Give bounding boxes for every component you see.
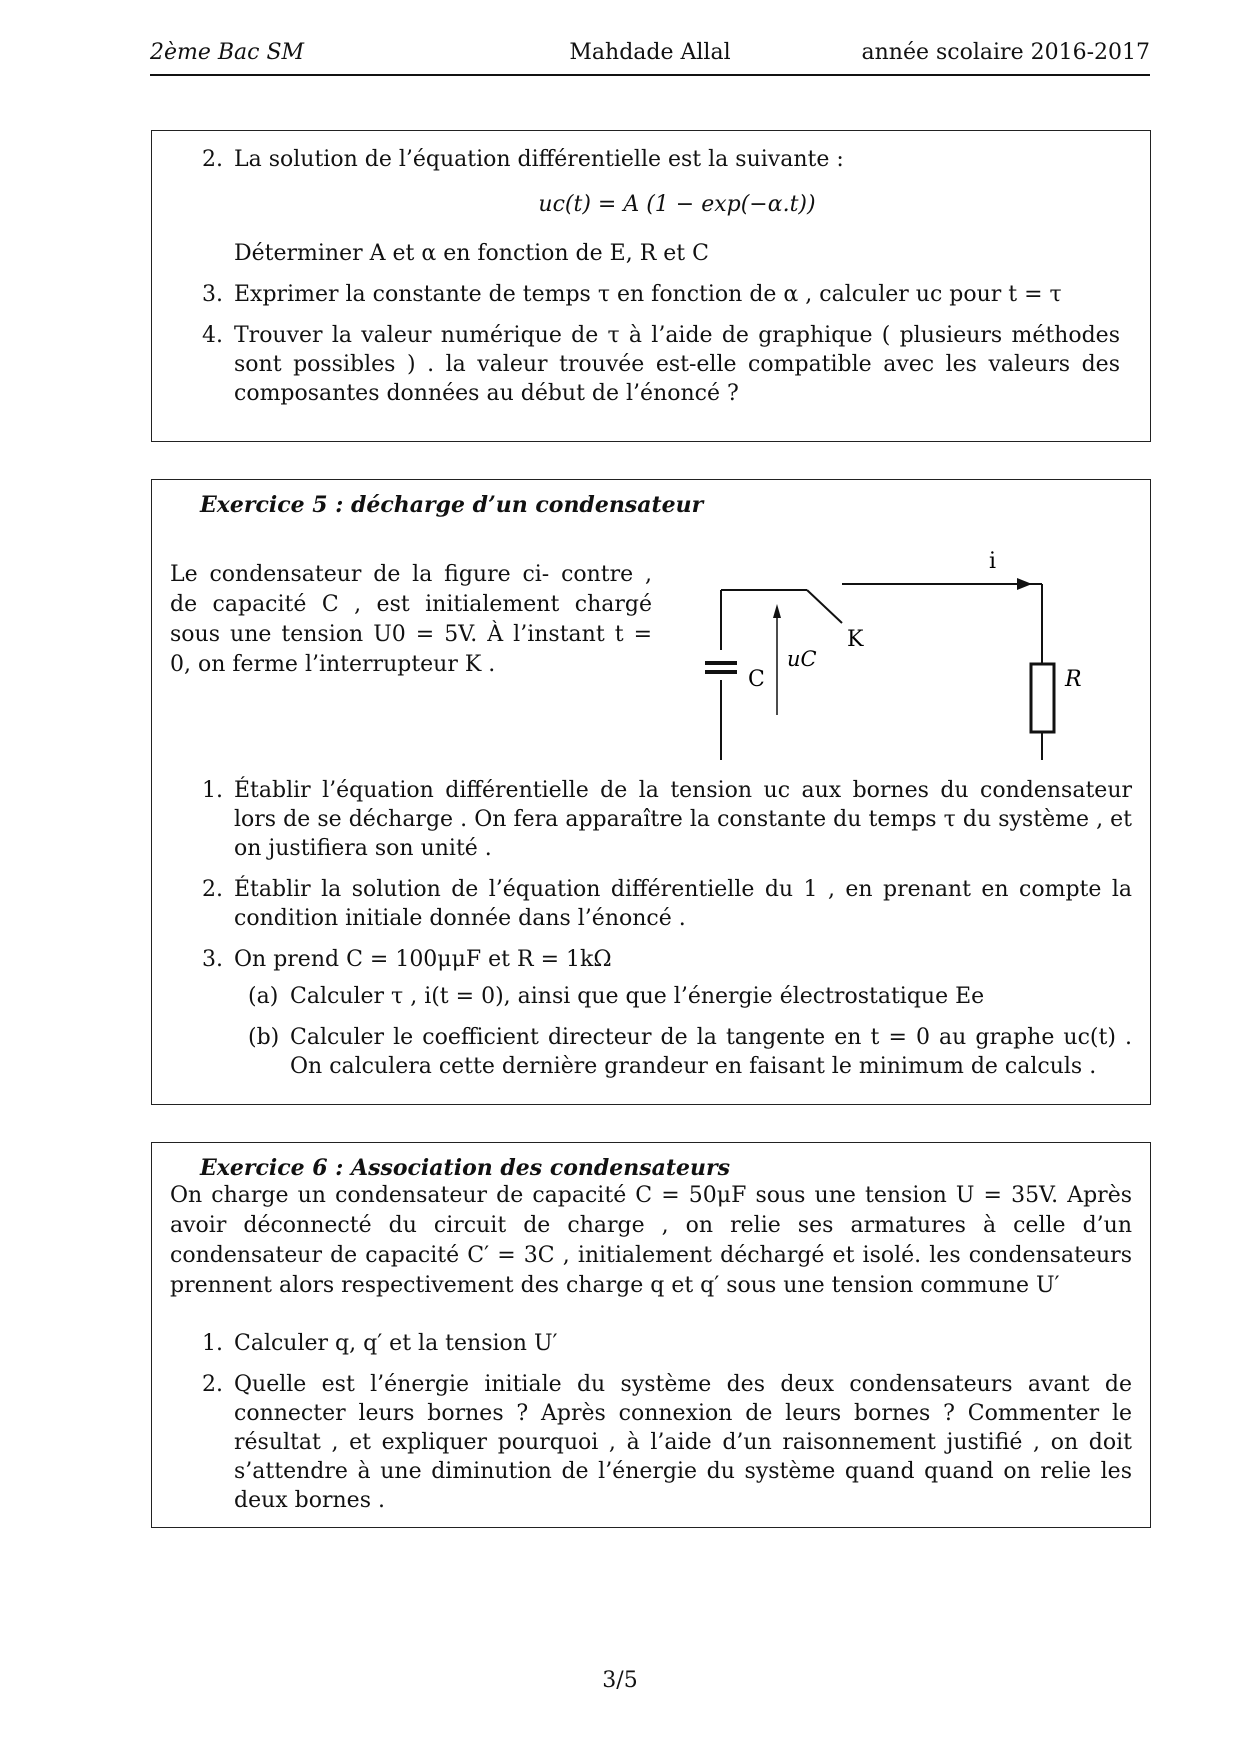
page-number: 3/5: [602, 1668, 638, 1693]
circuit-diagram: [692, 520, 1142, 760]
ex5-question-3: [230, 945, 1132, 1081]
equation: uc(t) = A (1 − exp(−α.t)): [538, 192, 816, 217]
current-arrow-icon: [1017, 578, 1032, 590]
voltage-arrow-head-icon: [773, 604, 781, 618]
exercise-5-intro: Le condensateur de la figure ci- contre , de capacité C , est initialement chargé sous une tension U0 = 5V. À l’instant t = 0, on ferme l’interrupteur K .: [170, 562, 652, 677]
exercise-6-box: [151, 1142, 1151, 1528]
ex5-question-3a: [248, 982, 1132, 1011]
header-class: 2ème Bac SM: [150, 40, 305, 65]
ex5-question-2: 2. Établir la solution de l’équation différentielle du 1 , en prenant en compte la condition initiale donnée dans l’énoncé .: [230, 875, 1132, 933]
exercise-5-title: Exercice 5 : décharge d’un condensateur: [200, 492, 704, 518]
exercise-5-box: [151, 479, 1151, 1105]
current-label: i: [989, 549, 997, 574]
ex5-q3a-marker: (a): [248, 984, 279, 1009]
switch-k: [807, 590, 842, 623]
switch-label: K: [847, 627, 864, 652]
header-year: année scolaire 2016-2017: [861, 40, 1150, 65]
question-4: 4. Trouver la valeur numérique de τ à l’aide de graphique ( plusieurs méthodes sont possibles ) . la valeur trouvée est-elle compatible avec les valeurs des composantes données au début de l’énoncé ?: [230, 321, 1120, 408]
question-list: [152, 145, 1120, 408]
resistor: [1031, 664, 1054, 732]
resistor-label: R: [1065, 667, 1082, 692]
exercise-5-questions: [170, 776, 1132, 1081]
exercise-6-intro: On charge un condensateur de capacité C = 50μF sous une tension U = 35V. Après avoir déconnecté du circuit de charge , on relie ses armatures à celle d’un condensateur de capacité C′ = 3C , initialement déchargé et isolé. les condensateurs prennent alors respectivement des charge q et q′ sous une tension commune U′: [170, 1183, 1132, 1298]
ex6-question-1: 1. Calculer q, q′ et la tension U′: [230, 1329, 1132, 1358]
ex5-subquestions: [234, 982, 1132, 1081]
ex5-question-3b: [248, 1023, 1132, 1081]
header-author: Mahdade Allal: [569, 40, 731, 65]
ex5-q3b-marker: (b): [248, 1025, 280, 1050]
ex5-q3b-text: Calculer le coefficient directeur de la tangente en t = 0 au graphe uc(t) . On calculera cette dernière grandeur en faisant le minimum de calculs .: [290, 1025, 1132, 1079]
question-3: 3. Exprimer la constante de temps τ en fonction de α , calculer uc pour t = τ: [230, 280, 1120, 309]
ex5-question-3-text: On prend C = 100μμF et R = 1kΩ: [234, 947, 612, 972]
ex5-question-1: 1. Établir l’équation différentielle de la tension uc aux bornes du condensateur lors de se décharge . On fera apparaître la constante du temps τ du système , et on justifiera son unité .: [230, 776, 1132, 863]
ex5-q3a-text: Calculer τ , i(t = 0), ainsi que que l’énergie électrostatique Ee: [290, 984, 985, 1009]
question-2-followup: Déterminer A et α en fonction de E, R et C: [234, 241, 709, 266]
exercise-6-title: Exercice 6 : Association des condensateurs: [200, 1155, 731, 1181]
ex6-question-2: 2. Quelle est l’énergie initiale du système des deux condensateurs avant de connecter leurs bornes ? Après connexion de leurs bornes ? Commenter le résultat , et expliquer pourquoi , à l’aide d’un raisonnement justifié , on doit s’attendre à une diminution de l’énergie du système quand quand on relie les deux bornes .: [230, 1370, 1132, 1515]
capacitor-label: C: [748, 667, 765, 692]
question-2-text: La solution de l’équation différentielle est la suivante :: [234, 147, 844, 172]
voltage-label: uC: [787, 647, 817, 671]
page-header: [150, 38, 1150, 76]
exercise-4-continuation-box: [151, 130, 1151, 442]
exercise-6-questions: [170, 1329, 1132, 1515]
question-2: [230, 145, 1120, 268]
